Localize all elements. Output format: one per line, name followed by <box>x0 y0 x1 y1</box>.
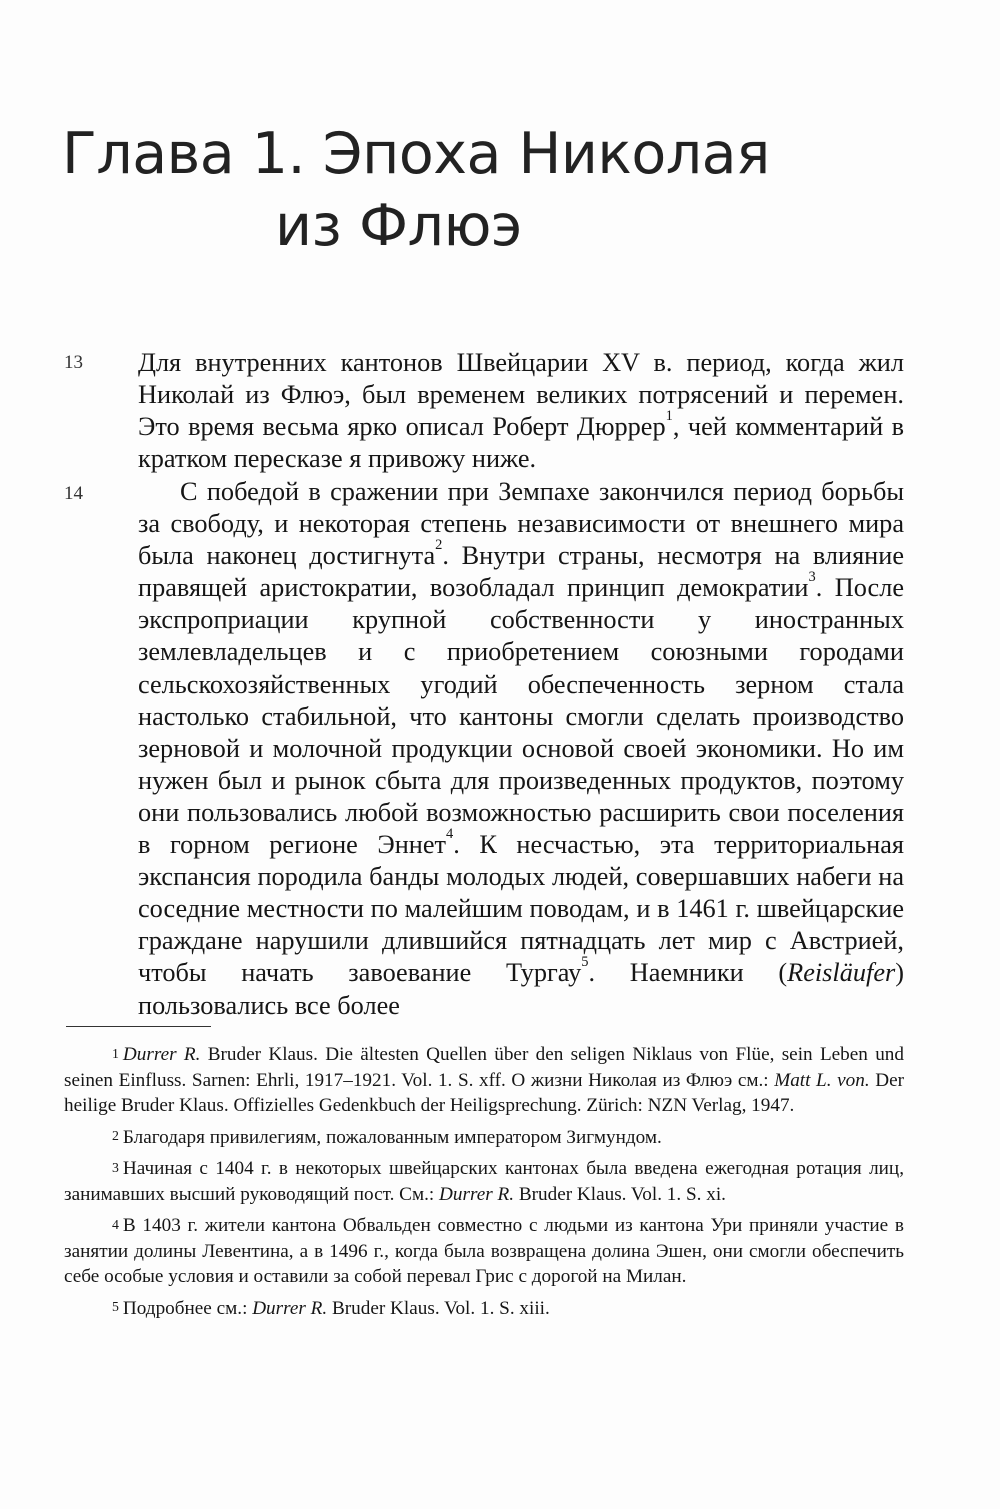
footnote-2 <box>64 1125 904 1151</box>
footnote-author: Durrer R. <box>439 1183 515 1205</box>
footnote-reference-3[interactable]: 3 <box>808 568 816 585</box>
footnote-text: Bruder Klaus. Die ältesten Quellen über den seligen Niklaus von Flüe, sein Leben und seinen Einfluss. Sarnen: Ehrli, 1917–1921. Vol. 1. S. xff. О жизни Николая из Флюэ см.: <box>64 1044 904 1091</box>
footnote-text: В 1403 г. жители кантона Обвальден совместно с людьми из кантона Ури приняли участие в занятии долины Левентина, а в 1496 г., когда была возвращена долина Эшен, они смогли обеспечить себе особые условия и оставили за собой перевал Грис с дорогой на Милан. <box>64 1215 904 1287</box>
chapter-title-line-2: из Флюэ <box>275 193 522 259</box>
footnote-3 <box>64 1156 904 1207</box>
footnote-text: Bruder Klaus. Vol. 1. S. xiii. <box>327 1297 550 1319</box>
footnote-text: Начиная с 1404 г. в некоторых швейцарских кантонах была введена ежегодная ротация лиц, занимавших высший руководящий пост. См.: <box>64 1158 904 1205</box>
footnote-text: Bruder Klaus. Vol. 1. S. xi. <box>514 1183 726 1205</box>
footnote-separator <box>66 1026 211 1027</box>
footnote-text: Благодаря привилегиям, пожалованным императором Зигмундом. <box>122 1126 662 1148</box>
footnote-4 <box>64 1213 904 1290</box>
footnote-number: 4 <box>112 1216 119 1232</box>
footnote-reference-2[interactable]: 2 <box>435 536 443 553</box>
footnotes <box>64 1042 904 1327</box>
paragraph-text: . К несчастью, эта территориальная экспансия породила банды молодых людей, совершавших набеги на соседние местности по малейшим поводам, и в 1461 г. швейцарские граждане нарушили длившийся пятнадцать лет мир с Австрией, чтобы начать завоевание Тургау <box>138 830 904 988</box>
footnote-author: Matt L. von. <box>774 1069 870 1091</box>
paragraph-text: С победой в сражении при Земпахе закончился период борьбы за свободу, и некоторая степень независимости от внешнего мира была наконец достигнута <box>138 477 904 571</box>
footnote-5 <box>64 1296 904 1322</box>
chapter-title <box>62 118 770 262</box>
paragraph-text: Для внутренних кантонов Швейцарии XV в. период, когда жил Николай из Флюэ, был временем великих потрясений и перемен. Это время весьма ярко описал Роберт Дюррер <box>138 348 904 442</box>
paragraph-text: ) пользовались все более <box>138 958 904 1020</box>
footnote-text: Подробнее см.: <box>122 1297 253 1319</box>
footnote-reference-5[interactable]: 5 <box>581 954 589 971</box>
footnote-author: Durrer R. <box>122 1044 201 1065</box>
footnote-author: Durrer R. <box>252 1297 328 1319</box>
italic-term: Reisläufer <box>787 958 896 988</box>
paragraph-text: . После экспроприации крупной собственности у иностранных землевладельцев и с приобретением союзными городами сельскохозяйственных угодий обеспеченность зерном стала настолько стабильной, что кантоны смогли сделать производство зерновой и молочной продукции основой своей экономики. Но им нужен был и рынок сбыта для произведенных продуктов, поэтому они пользовались любой возможностью расширить свои поселения в горном регионе Эннет <box>138 573 904 860</box>
body-paragraph-2 <box>138 476 904 1022</box>
paragraph-text: , чей комментарий в кратком пересказе я привожу ниже. <box>138 412 904 474</box>
footnote-number: 5 <box>112 1299 119 1315</box>
footnote-reference-4[interactable]: 4 <box>446 825 454 842</box>
paragraph-number-13: 13 <box>64 352 83 373</box>
paragraph-text: . Внутри страны, несмотря на влияние правящей аристократии, возобладал принцип демократии <box>138 541 904 603</box>
footnote-number: 2 <box>112 1128 119 1144</box>
paragraph-text: . Наемники ( <box>588 958 788 988</box>
footnote-1 <box>64 1042 904 1119</box>
body-paragraph-1 <box>138 347 904 475</box>
paragraph-number-14: 14 <box>64 483 83 504</box>
chapter-title-line-1: Глава 1. Эпоха Николая <box>62 121 770 187</box>
footnote-number: 1 <box>112 1045 119 1061</box>
footnote-reference-1[interactable]: 1 <box>665 407 673 424</box>
footnote-number: 3 <box>112 1159 119 1175</box>
footnote-text: Der heilige Bruder Klaus. Offizielles Gedenkbuch der Heiligsprechung. Zürich: NZN Verlag, 1947. <box>64 1069 904 1116</box>
